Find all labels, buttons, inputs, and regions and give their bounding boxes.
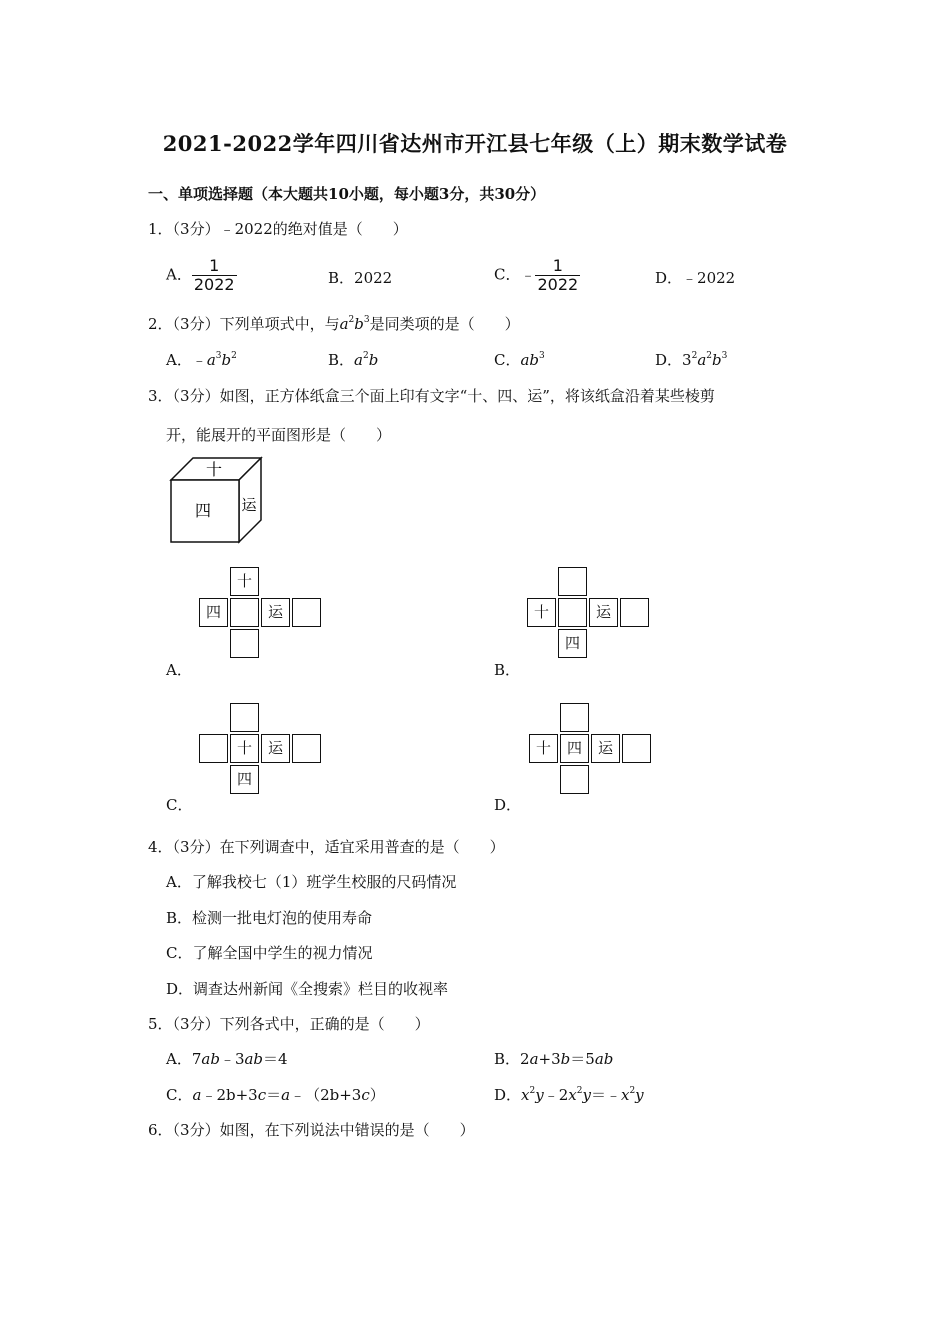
q1-a-numerator: 1: [192, 257, 237, 276]
q1-option-c-fraction: [535, 257, 580, 294]
q2-c-var: ab: [520, 351, 540, 369]
q3-option-d: D．: [494, 796, 522, 814]
cube-side-label: 运: [241, 496, 257, 514]
net-b-cell: [558, 598, 587, 627]
q1-option-d: D．﹣2022: [655, 269, 736, 287]
q5-c-part: ＝: [266, 1086, 282, 1104]
q5-d-exp: 2: [576, 1086, 583, 1096]
q5-option-c: [166, 1084, 385, 1105]
q4-option-a: A．了解我校七（1）班学生校服的尺码情况: [166, 873, 457, 891]
q2-option-c: [494, 349, 545, 370]
q5-d-label: D．: [494, 1086, 522, 1104]
q2-d-exp: 3: [721, 351, 728, 361]
net-a-cell: 四: [199, 598, 228, 627]
q2-a-label: A．﹣: [166, 351, 207, 369]
q2-option-a: [166, 349, 237, 370]
q2-d-label: D．: [655, 351, 683, 369]
q5-d-var: x: [568, 1086, 577, 1104]
net-a-cell: [230, 629, 259, 658]
q5-c-part: ）: [369, 1086, 385, 1104]
q2-b-var: a: [354, 351, 363, 369]
question-3-stem-line-2: 开，能展开的平面图形是（ ）: [166, 426, 392, 444]
q2-b-var: b: [368, 351, 379, 369]
q5-d-var: y: [582, 1086, 591, 1104]
q2-d-exp: 2: [706, 351, 712, 361]
q2-c-exp: 3: [539, 351, 545, 361]
q3-option-a: A．: [166, 661, 192, 679]
net-d-cell: 十: [529, 734, 558, 763]
q2-var: b: [354, 315, 364, 333]
net-c-cell: 四: [230, 765, 259, 794]
net-b-cell: [558, 567, 587, 596]
net-c-cell: 十: [230, 734, 259, 763]
net-b-cell: 运: [589, 598, 618, 627]
q5-a-part: 7: [191, 1050, 202, 1068]
q2-stem-post: 是同类项的是（ ）: [369, 315, 520, 333]
q2-var: a: [339, 315, 349, 333]
q5-d-var: y: [535, 1086, 544, 1104]
q5-c-var: a: [281, 1086, 291, 1104]
q5-b-part: +3: [538, 1050, 561, 1068]
net-d-cell: 四: [560, 734, 589, 763]
q2-a-exp: 2: [231, 351, 237, 361]
q2-option-d: [655, 349, 727, 370]
net-c-cell: [230, 703, 259, 732]
q5-d-var: x: [620, 1086, 630, 1104]
q2-a-exp: 3: [215, 351, 222, 361]
q1-option-a: [166, 257, 237, 294]
cube-top-label: 十: [205, 460, 223, 479]
q1-c-denominator: 2022: [537, 275, 579, 294]
net-c-cell: [199, 734, 228, 763]
question-1-stem: 1．（3分）﹣2022的绝对值是（ ）: [148, 220, 408, 238]
q5-b-label: B．: [494, 1050, 521, 1068]
q2-exp: 2: [348, 315, 355, 325]
q5-d-exp: 2: [529, 1086, 536, 1096]
net-a-cell: [230, 598, 259, 627]
q5-d-var: x: [521, 1086, 530, 1104]
q2-stem-pre: 2．（3分）下列单项式中，与: [148, 315, 340, 333]
question-4-stem: 4．（3分）在下列调查中，适宜采用普查的是（ ）: [148, 838, 505, 856]
q5-c-var: c: [257, 1086, 267, 1104]
q2-d-var: a: [697, 351, 707, 369]
question-6-stem: 6．（3分）如图，在下列说法中错误的是（ ）: [148, 1121, 475, 1139]
net-c-cell: [292, 734, 321, 763]
net-b-cell: [620, 598, 649, 627]
q5-b-var: b: [560, 1050, 571, 1068]
q5-c-label: C．: [166, 1086, 193, 1104]
net-c-cell: 运: [261, 734, 290, 763]
section-heading: 一、单项选择题（本大题共10小题，每小题3分，共30分）: [148, 185, 546, 203]
net-d-cell: [622, 734, 651, 763]
q5-d-exp: 2: [629, 1086, 636, 1096]
q4-option-b: B．检测一批电灯泡的使用寿命: [166, 909, 373, 927]
q1-option-a-fraction: [192, 257, 237, 294]
q2-d-var: b: [712, 351, 722, 369]
q2-option-b: [328, 349, 378, 370]
q5-d-part: ﹣2: [543, 1086, 569, 1104]
page-title: 2021-2022学年四川省达州市开江县七年级（上）期末数学试卷: [162, 131, 788, 156]
q2-exp: 3: [363, 315, 370, 325]
cube-front-label: 四: [194, 501, 212, 520]
q5-c-var: c: [361, 1086, 370, 1104]
q1-option-c-label: C．﹣: [494, 265, 536, 284]
q3-option-b: B．: [494, 661, 521, 679]
q5-d-var: y: [635, 1086, 644, 1104]
net-a-cell: 十: [230, 567, 259, 596]
net-d-cell: 运: [591, 734, 620, 763]
q2-b-label: B．: [328, 351, 355, 369]
q2-a-var: a: [206, 351, 216, 369]
net-b-cell: 四: [558, 629, 587, 658]
q5-a-var: ab: [244, 1050, 264, 1068]
q2-b-exp: 2: [362, 351, 369, 361]
q5-option-a: [166, 1048, 288, 1069]
q5-c-var: a: [192, 1086, 202, 1104]
q1-a-denominator: 2022: [193, 275, 235, 294]
q5-c-part: ﹣（2b+3: [290, 1086, 362, 1104]
q2-d-coef-exp: 2: [691, 351, 698, 361]
net-d-cell: [560, 703, 589, 732]
net-a-cell: 运: [261, 598, 290, 627]
q5-d-part: ＝﹣: [590, 1086, 621, 1104]
q5-b-var: ab: [594, 1050, 614, 1068]
q2-a-var: b: [221, 351, 232, 369]
q1-c-numerator: 1: [535, 257, 580, 276]
q5-option-d: [494, 1084, 644, 1105]
q5-a-part: ＝4: [263, 1050, 288, 1068]
q1-option-a-label: A．: [166, 265, 192, 284]
cube-figure: [165, 454, 265, 546]
q4-option-d: D．调查达州新闻《全搜索》栏目的收视率: [166, 980, 449, 998]
q1-option-c: [494, 257, 580, 294]
question-2-stem: [148, 313, 520, 334]
q5-b-part: 2: [520, 1050, 530, 1068]
q2-c-label: C．: [494, 351, 521, 369]
q5-b-var: a: [529, 1050, 539, 1068]
question-5-stem: 5．（3分）下列各式中，正确的是（ ）: [148, 1015, 430, 1033]
question-3-stem-line-1: 3．（3分）如图，正方体纸盒三个面上印有文字“十、四、运”，将该纸盒沿着某些棱剪: [148, 387, 715, 405]
q5-b-part: ＝5: [570, 1050, 595, 1068]
q5-a-label: A．: [166, 1050, 192, 1068]
net-d-cell: [560, 765, 589, 794]
q4-option-c: C．了解全国中学生的视力情况: [166, 944, 373, 962]
net-b-cell: 十: [527, 598, 556, 627]
q5-option-b: [494, 1048, 613, 1069]
q1-option-b: B．2022: [328, 269, 393, 287]
q5-a-part: ﹣3: [219, 1050, 245, 1068]
q5-a-var: ab: [201, 1050, 220, 1068]
q3-option-c: C．: [166, 796, 193, 814]
q2-d-coef: 3: [682, 351, 692, 369]
q5-c-part: ﹣2b+3: [201, 1086, 258, 1104]
net-a-cell: [292, 598, 321, 627]
